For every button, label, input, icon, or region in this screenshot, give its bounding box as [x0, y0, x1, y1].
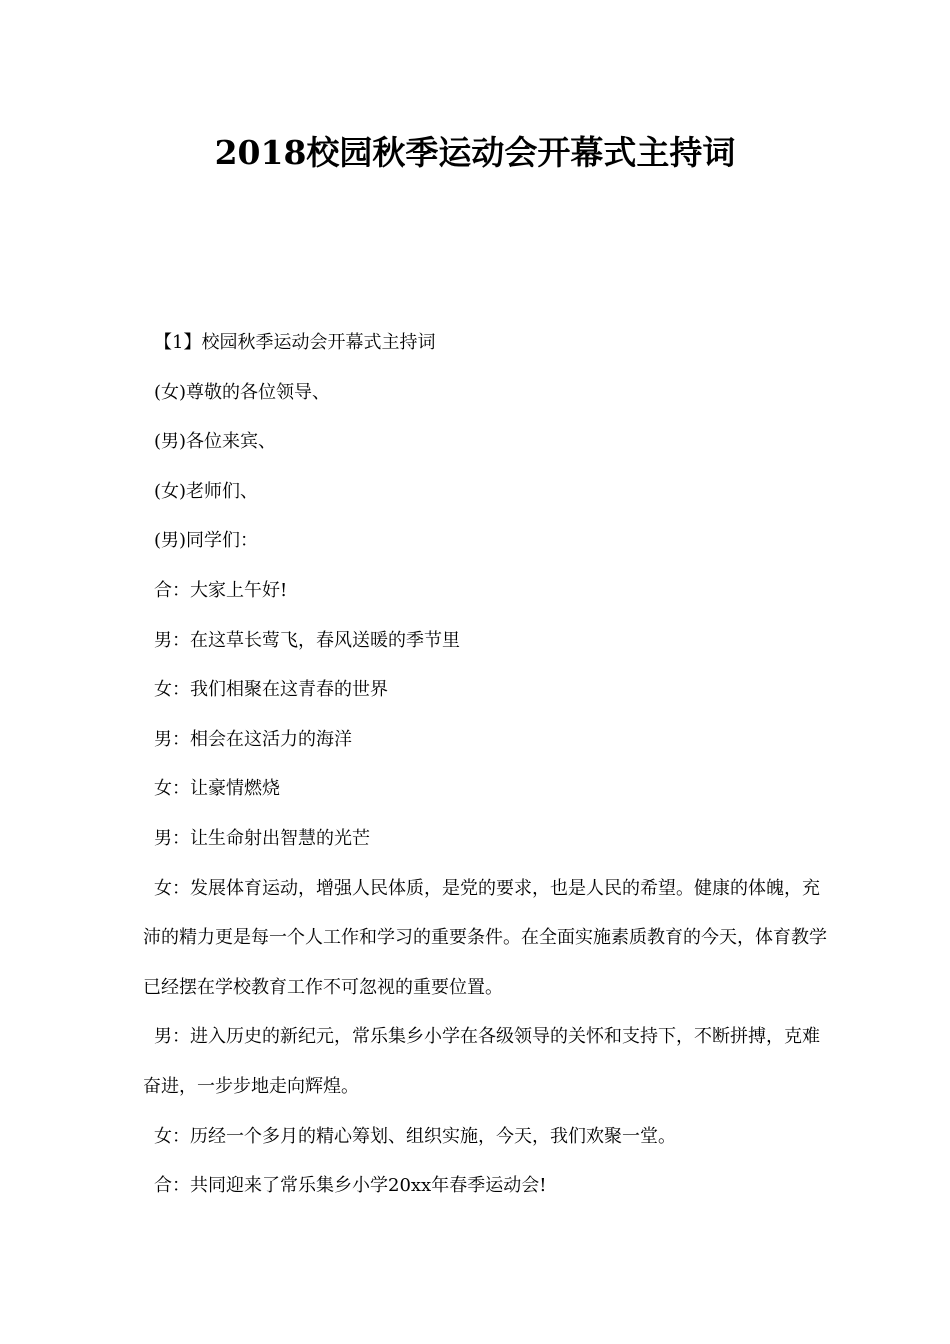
paragraph: 女：历经一个多月的精心筹划、组织实施，今天，我们欢聚一堂。: [154, 1125, 676, 1147]
paragraph: 女：让豪情燃烧: [154, 778, 280, 800]
paragraph: 女：我们相聚在这青春的世界: [154, 679, 388, 701]
paragraph: 男：进入历史的新纪元，常乐集乡小学在各级领导的关怀和支持下，不断拼搏，克难奋进，一步步地走向辉煌。: [143, 1026, 820, 1097]
paragraph-heading: 【1】校园秋季运动会开幕式主持词: [154, 332, 436, 353]
paragraph: 男：在这草长莺飞，春风送暖的季节里: [154, 629, 460, 651]
paragraph: (男)同学们：: [154, 530, 259, 552]
paragraph: (女)尊敬的各位领导、: [154, 381, 331, 403]
document-body: [143, 318, 833, 1211]
paragraph: (男)各位来宾、: [154, 431, 277, 453]
paragraph: 男：让生命射出智慧的光芒: [154, 827, 370, 849]
paragraph: (女)老师们、: [154, 480, 259, 502]
paragraph: 合：大家上午好!: [154, 579, 288, 601]
document-title: 2018校园秋季运动会开幕式主持词: [214, 133, 736, 172]
paragraph: 男：相会在这活力的海洋: [154, 728, 352, 750]
paragraph: 女：发展体育运动，增强人民体质，是党的要求，也是人民的希望。健康的体魄，充沛的精力更是每一个人工作和学习的重要条件。在全面实施素质教育的今天，体育教学已经摆在学校教育工作不可忽视的重要位置。: [143, 877, 827, 998]
paragraph: 合：共同迎来了常乐集乡小学20xx年春季运动会!: [154, 1175, 547, 1197]
